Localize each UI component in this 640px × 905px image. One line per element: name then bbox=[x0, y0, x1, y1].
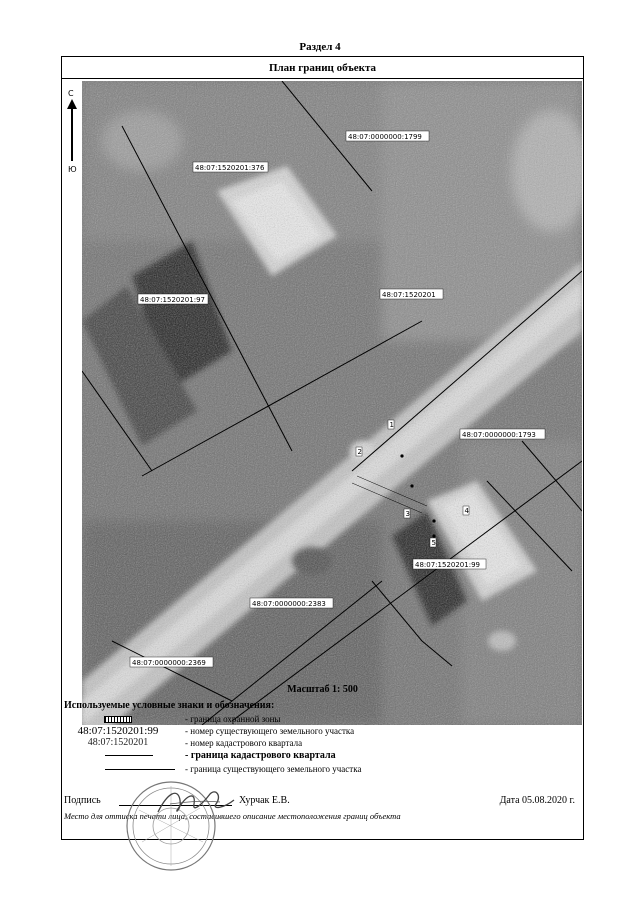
point-label-2: 2 bbox=[357, 448, 362, 456]
signature-label: Подпись bbox=[64, 795, 101, 806]
legend-text-parcel-boundary: - граница существующего земельного участка bbox=[185, 764, 362, 774]
document-frame bbox=[61, 56, 584, 840]
legend-title: Используемые условные знаки и обозначения: bbox=[64, 700, 275, 711]
label-q1793: 48:07:0000000:1793 bbox=[462, 431, 536, 439]
label-p97: 48:07:1520201:97 bbox=[140, 296, 205, 304]
legend-text-parcel-number: - номер существующего земельного участка bbox=[185, 726, 355, 736]
point-label-5: 5 bbox=[431, 539, 436, 547]
point-label-3: 3 bbox=[405, 510, 410, 518]
label-quarter: 48:07:1520201 bbox=[382, 291, 436, 299]
legend-text-zone: - граница охранной зоны bbox=[185, 714, 281, 724]
compass-south-label: Ю bbox=[68, 165, 77, 174]
point-label-4: 4 bbox=[464, 507, 469, 515]
label-p99: 48:07:1520201:99 bbox=[415, 561, 480, 569]
map-svg bbox=[82, 81, 582, 725]
label-p376: 48:07:1520201:376 bbox=[195, 164, 265, 172]
compass-shaft bbox=[71, 107, 73, 161]
quarter-boundary-line-icon bbox=[105, 755, 153, 756]
signer-name: Хурчак Е.В. bbox=[239, 795, 290, 806]
legend-symbol-quarter-number: 48:07:1520201 bbox=[87, 737, 149, 748]
label-q2383: 48:07:0000000:2383 bbox=[252, 600, 326, 608]
compass bbox=[62, 77, 82, 187]
legend-item-quarter-number bbox=[62, 737, 583, 749]
legend-item-parcel-boundary bbox=[62, 763, 583, 775]
zone-hatch-icon bbox=[104, 716, 132, 723]
point-label-1: 1 bbox=[389, 421, 394, 429]
legend-item-quarter-boundary bbox=[62, 750, 583, 762]
plan-title: План границ объекта bbox=[62, 57, 583, 79]
legend-symbol-parcel-number: 48:07:1520201:99 bbox=[77, 725, 159, 737]
legend-symbol-zone bbox=[68, 713, 168, 725]
legend-text-quarter-number: - номер кадастрового квартала bbox=[185, 738, 303, 748]
label-q1799: 48:07:0000000:1799 bbox=[348, 133, 422, 141]
map-grain bbox=[82, 81, 582, 725]
legend-item-parcel-number bbox=[62, 725, 583, 737]
legend-text-quarter-boundary: - граница кадастрового квартала bbox=[185, 750, 336, 761]
compass-north-label: С bbox=[68, 89, 74, 98]
signature-date: Дата 05.08.2020 г. bbox=[499, 795, 575, 806]
map-scale: Масштаб 1: 500 bbox=[287, 684, 358, 695]
handwritten-signature-icon bbox=[150, 782, 240, 822]
label-q2369: 48:07:0000000:2369 bbox=[132, 659, 206, 667]
parcel-boundary-line-icon bbox=[105, 769, 175, 770]
section-title: Раздел 4 bbox=[299, 41, 341, 53]
aerial-map bbox=[82, 81, 582, 725]
legend-item-zone bbox=[62, 713, 583, 725]
stamp-note: Место для оттиска печати лица, составившего описание местоположения границ объекта bbox=[64, 811, 401, 821]
